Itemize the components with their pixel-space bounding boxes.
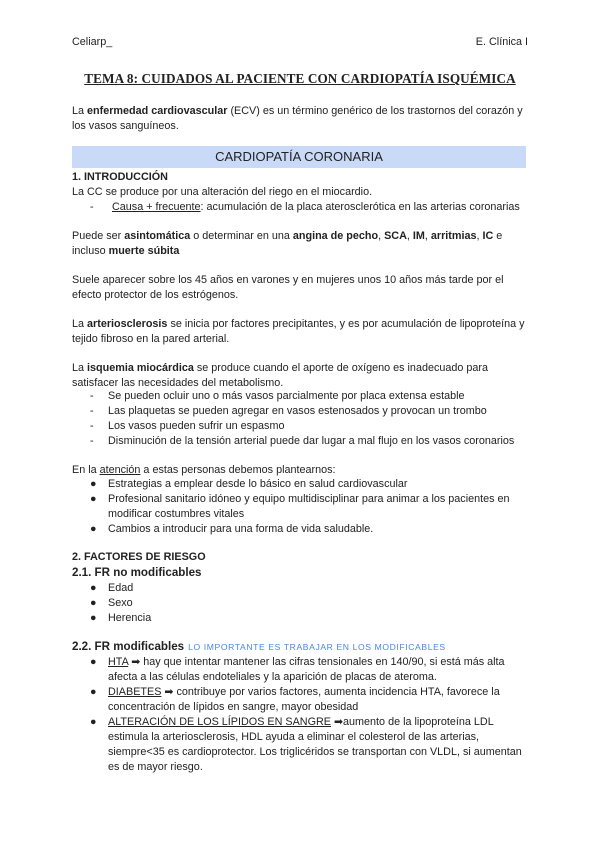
list-item: ● Edad: [90, 582, 134, 594]
age-paragraph: Suele aparecer sobre los 45 años en varones y en mujeres unos 10 años más tarde por el efecto protector de los estrógenos.: [72, 274, 504, 301]
intro-line: La CC se produce por una alteración del riego en el miocardio.: [72, 186, 373, 198]
subheading-nonmodifiable: 2.1. FR no modificables: [72, 566, 202, 579]
cause-dash-item: - Causa + frecuente: acumulación de la placa aterosclerótica en las arterias coronarias: [90, 201, 520, 213]
cause-underline: Causa + frecuente: [112, 201, 201, 213]
list-item: ● Sexo: [90, 597, 133, 609]
nonmodifiable-list: [72, 581, 528, 626]
list-item: - Disminución de la tensión arterial puede dar lugar a mal flujo en los vasos coronarios: [90, 435, 515, 447]
list-item: ● ALTERACIÓN DE LOS LÍPIDOS EN SANGRE ➡aumento de la lipoproteína LDL estimula la arteriosclerosis, HDL ayuda a eliminar el colesterol de las arterias, siempre<35 es cardioprotector. Los triglicéridos se transportan con VLDL, si aumentan es de mayor riesgo.: [90, 716, 522, 773]
ischemia-paragraph: La isquemia miocárdica se produce cuando el aporte de oxígeno es inadecuado para satisfacer las necesidades del metabolismo.: [72, 362, 488, 389]
list-item: ● Estrategias a emplear desde lo básico en salud cardiovascular: [90, 478, 408, 490]
list-item: - Se pueden ocluir uno o más vasos parcialmente por placa extensa estable: [90, 390, 465, 402]
section-banner: CARDIOPATÍA CORONARIA: [72, 146, 526, 168]
list-item: ● HTA ➡ hay que intentar mantener las cifras tensionales en 140/90, si está más alta afecta a las células endoteliales y la aparición de placas de ateroma.: [90, 656, 505, 683]
ischemia-list: [72, 389, 528, 449]
intro-bold-term: enfermedad cardiovascular: [87, 105, 228, 117]
list-item: ● Herencia: [90, 612, 152, 624]
list-item: - Las plaquetas se pueden agregar en vasos estenosados y provocan un trombo: [90, 405, 487, 417]
intro-paragraph: La enfermedad cardiovascular (ECV) es un término genérico de los trastornos del corazón y los vasos sanguíneos.: [72, 105, 523, 132]
header-course: E. Clínica I: [475, 36, 528, 48]
section-heading-intro: 1. INTRODUCCIÓN: [72, 171, 168, 183]
highlight-note: LO IMPORTANTE ES TRABAJAR EN LOS MODIFICABLES: [188, 642, 446, 652]
subheading-modifiable: 2.2. FR modificables: [72, 640, 185, 653]
care-list: [72, 477, 528, 537]
modifiable-list: [72, 655, 528, 775]
care-paragraph: En la atención a estas personas debemos plantearnos:: [72, 464, 336, 476]
list-item: - Los vasos pueden sufrir un espasmo: [90, 420, 285, 432]
subheading-modifiable-row: [72, 639, 528, 655]
header-author: Celiarp_: [72, 36, 113, 48]
list-item: ● Profesional sanitario idóneo y equipo multidisciplinar para animar a los pacientes en modificar costumbres vitales: [90, 493, 510, 520]
section-heading-risk: 2. FACTORES DE RIESGO: [72, 551, 206, 563]
list-item: ● Cambios a introducir para una forma de vida saludable.: [90, 523, 374, 535]
symptoms-paragraph: Puede ser asintomática o determinar en una angina de pecho, SCA, IM, arritmias, IC e incluso muerte súbita: [72, 230, 503, 257]
list-item: ● DIABETES ➡ contribuye por varios factores, aumenta incidencia HTA, favorece la concentración de lípidos en sangre, mayor obesidad: [90, 686, 500, 713]
arteriosclerosis-paragraph: La arteriosclerosis se inicia por factores precipitantes, y es por acumulación de lipoproteína y tejido fibroso en la pared arterial.: [72, 318, 525, 345]
page-title: TEMA 8: CUIDADOS AL PACIENTE CON CARDIOPATÍA ISQUÉMICA: [84, 71, 516, 86]
